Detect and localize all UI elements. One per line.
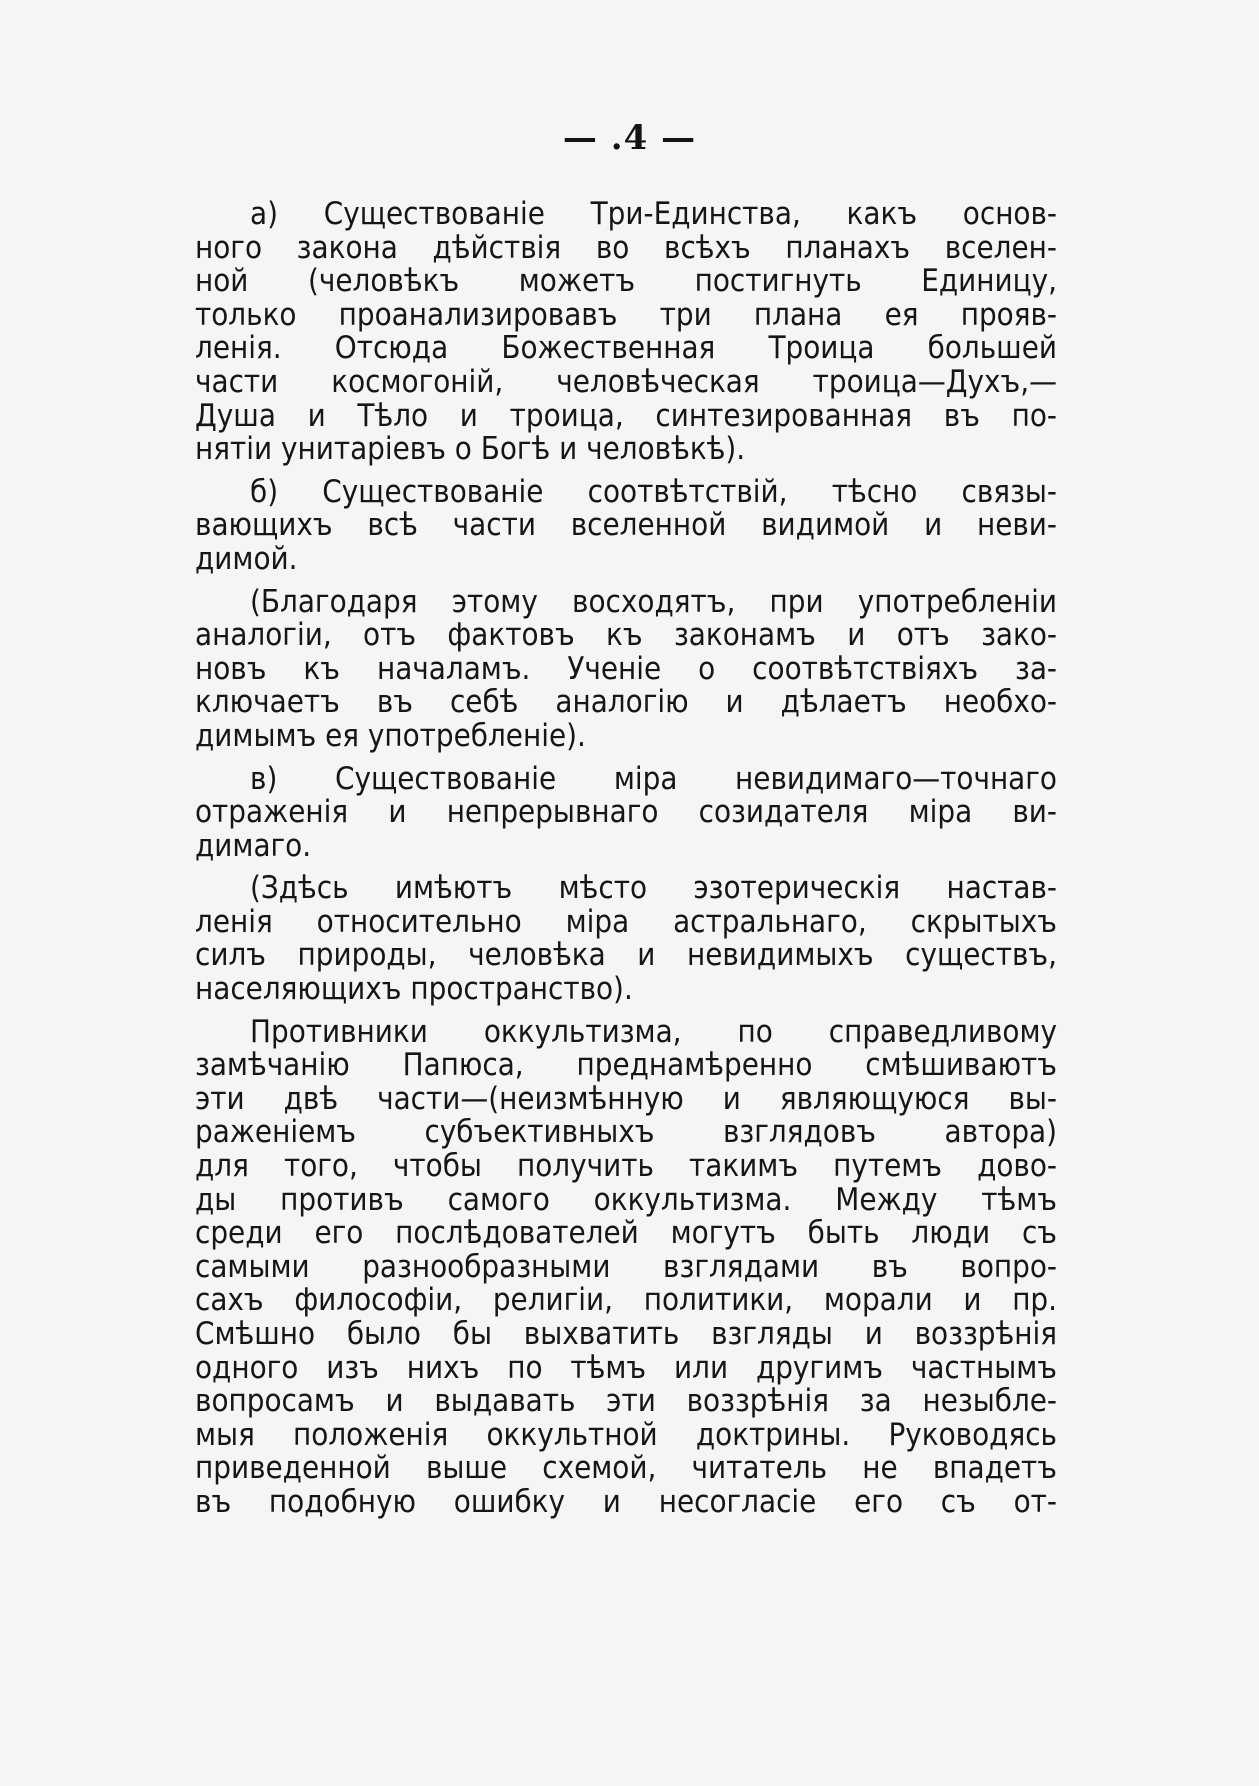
text-line: Смѣшно было бы выхватить взгляды и воззрѣнія (195, 1316, 1057, 1352)
paragraph-v (195, 760, 1057, 864)
paragraph-main (195, 1013, 1057, 1520)
text-line: среди его послѣдователей могутъ быть люди съ (195, 1215, 1057, 1252)
text-line: ключаетъ въ себѣ аналогію и дѣлаетъ необхо- (195, 684, 1057, 721)
paragraph-v-note (195, 872, 1057, 1006)
text-line: населяющихъ пространство). (195, 971, 633, 1008)
text-line: только проанализировавъ три плана ея прояв- (195, 296, 1057, 333)
text-line: ной (человѣкъ можетъ постигнуть Единицу, (195, 263, 1057, 300)
paragraph-b (195, 473, 1057, 577)
text-line: мыя положенія оккультной доктрины. Руководясь (195, 1416, 1057, 1453)
text-line: (Здѣсь имѣютъ мѣсто эзотерическія настав- (250, 870, 1057, 907)
text-line: нятіи унитаріевъ о Богѣ и человѣкѣ). (195, 431, 746, 468)
paragraph-a (195, 198, 1057, 467)
text-line: ленія относительно міра астральнаго, скрытыхъ (195, 903, 1057, 940)
text-line: аналогіи, отъ фактовъ къ законамъ и отъ зако- (195, 617, 1057, 654)
text-line: замѣчанію Папюса, преднамѣренно смѣшиваютъ (195, 1047, 1057, 1084)
text-line: части космогоній, человѣческая троица—Духъ,— (195, 363, 1057, 400)
page-number: — .4 — (562, 118, 697, 158)
text-line: вопросамъ и выдавать эти воззрѣнія за незыбле- (195, 1383, 1057, 1420)
text-line: раженіемъ субъективныхъ взглядовъ автора) (195, 1114, 1057, 1151)
text-line: въ подобную ошибку и несогласіе его съ от- (195, 1483, 1057, 1520)
text-line: эти двѣ части—(неизмѣнную и являющуюся вы- (195, 1080, 1057, 1117)
text-line: ленія. Отсюда Божественная Троица большей (195, 330, 1057, 367)
text-line: отраженія и непрерывнаго созидателя міра ви- (195, 794, 1057, 831)
text-line: димымъ ея употребленіе). (195, 717, 586, 754)
text-line: сахъ философіи, религіи, политики, морали и пр. (195, 1282, 1057, 1319)
text-line: силъ природы, человѣка и невидимыхъ существъ, (195, 937, 1057, 974)
page-text (195, 198, 1057, 1520)
text-line: (Благодаря этому восходятъ, при употребленіи (250, 583, 1057, 620)
text-line: новъ къ началамъ. Ученіе о соотвѣтствіяхъ за- (195, 650, 1057, 687)
text-line: б) Существованіе соотвѣтствій, тѣсно связы- (250, 473, 1057, 510)
text-line: приведенной выше схемой, читатель не впадетъ (195, 1450, 1057, 1487)
text-line: для того, чтобы получить такимъ путемъ дово- (195, 1148, 1057, 1185)
text-line: вающихъ всѣ части вселенной видимой и неви- (195, 507, 1057, 544)
text-line: в) Существованіе міра невидимаго—точнаго (250, 760, 1057, 797)
text-line: ды противъ самого оккультизма. Между тѣмъ (195, 1181, 1057, 1218)
text-line: Противники оккультизма, по справедливому (250, 1013, 1057, 1050)
text-line: димой. (195, 540, 298, 577)
text-line: Душа и Тѣло и троица, синтезированная въ по- (195, 397, 1057, 434)
paragraph-b-note (195, 583, 1057, 754)
text-line: самыми разнообразными взглядами въ вопро- (195, 1248, 1057, 1285)
text-line: ного закона дѣйствія во всѣхъ планахъ вселен- (195, 229, 1057, 266)
text-line: димаго. (195, 827, 312, 864)
text-line: одного изъ нихъ по тѣмъ или другимъ частнымъ (195, 1349, 1057, 1386)
text-line: а) Существованіе Три-Единства, какъ основ- (250, 196, 1057, 232)
